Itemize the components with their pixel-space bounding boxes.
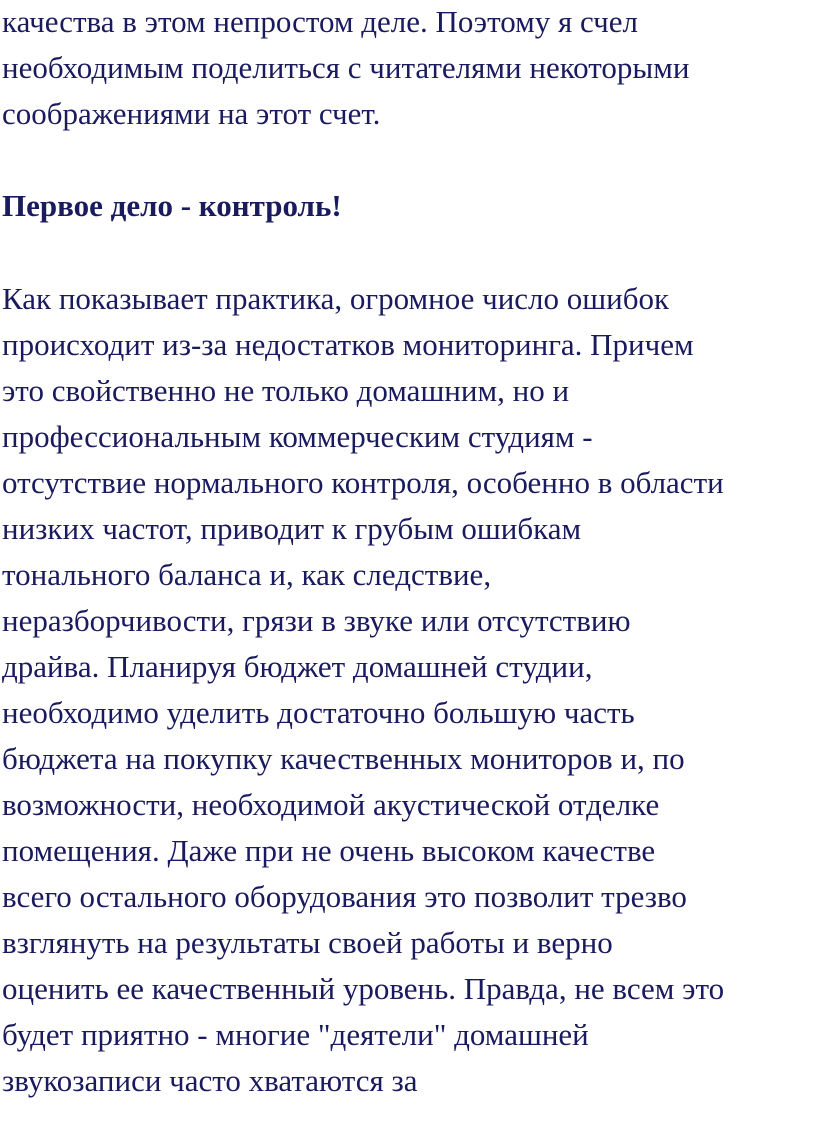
body-line: оценить ее качественный уровень. Правда, не всем это <box>2 971 725 1006</box>
body-line: взглянуть на результаты своей работы и верно <box>2 925 613 960</box>
intro-line: качества в этом непростом деле. Поэтому я счел <box>2 4 638 39</box>
body-line: бюджета на покупку качественных мониторов и, по <box>2 741 685 776</box>
body-line: необходимо уделить достаточно большую часть <box>2 695 635 730</box>
body-line: тонального баланса и, как следствие, <box>2 557 492 592</box>
body-line: будет приятно - многие "деятели" домашней <box>2 1017 589 1052</box>
intro-line: необходимым поделиться с читателями некоторыми <box>2 50 690 85</box>
body-line: драйва. Планируя бюджет домашней студии, <box>2 649 593 684</box>
body-line: низких частот, приводит к грубым ошибкам <box>2 511 582 546</box>
body-line: звукозаписи часто хватаются за <box>2 1063 418 1098</box>
body-line: Как показывает практика, огромное число ошибок <box>2 281 670 316</box>
body-line: отсутствие нормального контроля, особенно в области <box>2 465 724 500</box>
body-line: всего остального оборудования это позволит трезво <box>2 879 687 914</box>
body-line: неразборчивости, грязи в звуке или отсутствию <box>2 603 631 638</box>
intro-line: соображениями на этот счет. <box>2 96 381 131</box>
body-line: профессиональным коммерческим студиям - <box>2 419 593 454</box>
body-line: возможности, необходимой акустической отделке <box>2 787 660 822</box>
body-line: это свойственно не только домашним, но и <box>2 373 570 408</box>
body-line: происходит из-за недостатков мониторинга. Причем <box>2 327 694 362</box>
body-line: помещения. Даже при не очень высоком качестве <box>2 833 656 868</box>
section-heading: Первое дело - контроль! <box>2 188 342 223</box>
